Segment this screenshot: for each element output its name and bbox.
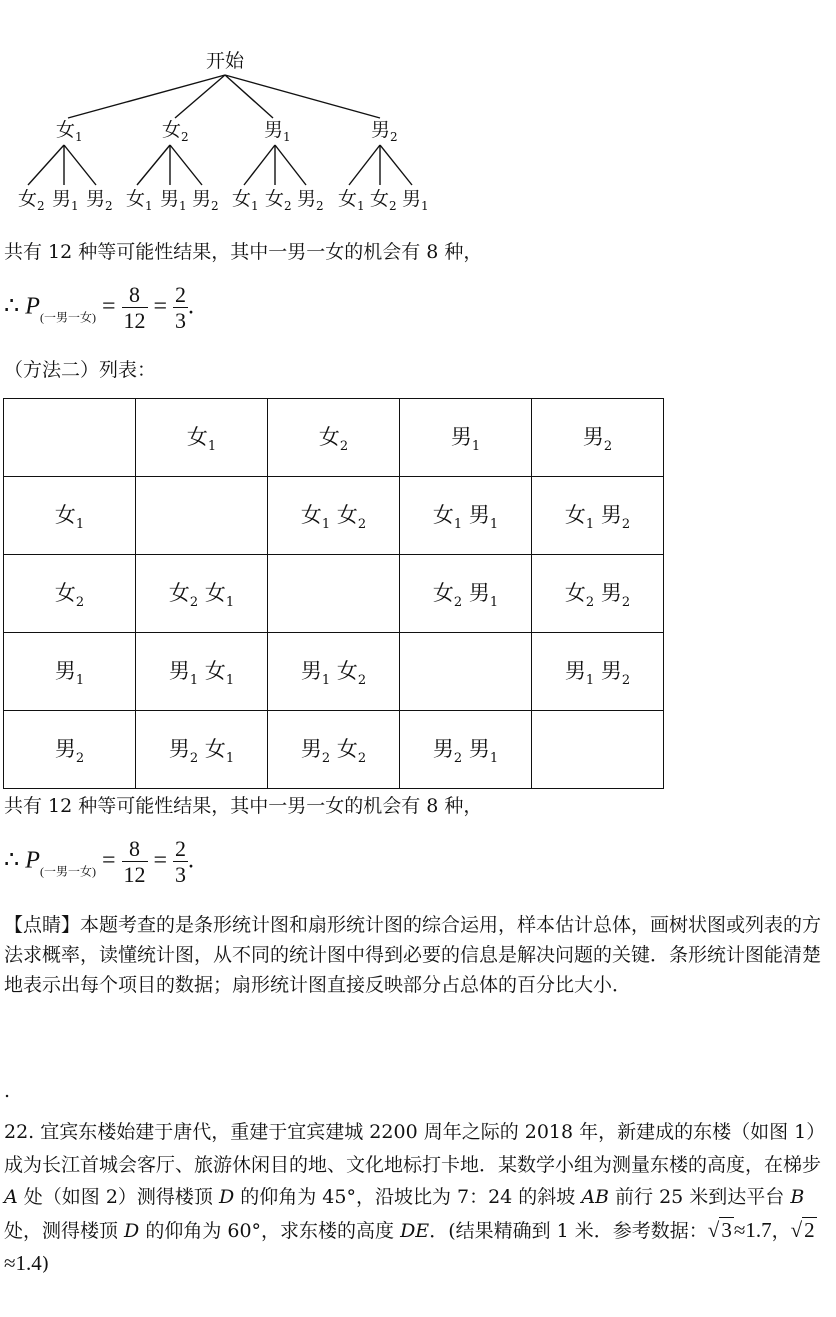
probability-formula-1: ∴ $P_{(一男一女)}$ = $\frac{8}{12}$ = $\frac{2}{3}$ . xyxy=(4,282,195,334)
tree-leaf: 女$_1$ xyxy=(338,188,365,213)
table-cell: 女$_1$ 男$_1$ xyxy=(400,477,532,555)
comment-tag: 【点睛】 xyxy=(4,914,81,936)
table-cell: 男$_1$ xyxy=(4,633,136,711)
result-text-1: 共有 12 种等可能性结果，其中一男一女的机会有 8 种， xyxy=(4,241,483,263)
problem-number: 22. xyxy=(4,1121,35,1143)
table-cell: 女$_2$ 男$_1$ xyxy=(400,555,532,633)
method2-label: （方法二）列表： xyxy=(4,359,157,381)
tree-root: 开始 xyxy=(206,50,245,72)
tree-level1-node: 女$_1$ xyxy=(56,119,83,144)
result-text-2: 共有 12 种等可能性结果，其中一男一女的机会有 8 种， xyxy=(4,795,483,817)
outcome-table xyxy=(3,398,664,789)
table-cell: 男$_1$ 女$_2$ xyxy=(268,633,400,711)
tree-leaf: 女$_2$ xyxy=(265,188,292,213)
tree-leaf: 女$_2$ xyxy=(370,188,397,213)
table-cell xyxy=(268,555,400,633)
tree-level1-node: 男$_1$ xyxy=(264,119,291,144)
table-cell: 女$_2$ 男$_2$ xyxy=(532,555,664,633)
tree-leaf: 男$_2$ xyxy=(192,188,219,213)
table-cell: 女$_1$ xyxy=(136,399,268,477)
table-cell xyxy=(532,711,664,789)
comment-text: 本题考查的是条形统计图和扇形统计图的综合运用，样本估计总体，画树状图或列表的方法求概率，读懂统计图，从不同的统计图中得到必要的信息是解决问题的关键．条形统计图能清楚地表示出每个项目的数据；扇形统计图直接反映部分占总体的百分比大小． xyxy=(4,914,822,996)
table-cell: 女$_2$ xyxy=(4,555,136,633)
table-cell: 女$_1$ xyxy=(4,477,136,555)
problem-22: 22. 宜宾东楼始建于唐代，重建于宜宾建城 2200 周年之际的 2018 年，新建成的东楼（如图 1）成为长江首城会客厅、旅游休闲目的地、文化地标打卡地．某数学小组为测量东楼的高度，在梯步 A 处（如图 2）测得楼顶 D 的仰角为 45°，沿坡比为 7：24 的斜坡 AB 前行 25 米到达平台 B 处，测得楼顶 D 的仰角为 60°，求东楼的高度 DE．(结果精确到 1 米．参考数据：√3≈1.7，√2≈1.4) xyxy=(4,1121,826,1275)
tree-leaf: 男$_2$ xyxy=(297,188,324,213)
dot-line: . xyxy=(4,1080,11,1102)
table-cell xyxy=(4,399,136,477)
tree-leaf: 男$_2$ xyxy=(86,188,113,213)
table-row xyxy=(4,633,664,711)
tree-level1-node: 男$_2$ xyxy=(371,119,398,144)
table-cell: 男$_2$ 女$_2$ xyxy=(268,711,400,789)
table-cell xyxy=(136,477,268,555)
table-cell: 女$_2$ 女$_1$ xyxy=(136,555,268,633)
table-cell: 女$_2$ xyxy=(268,399,400,477)
table-cell: 男$_2$ xyxy=(4,711,136,789)
tree-leaf: 女$_1$ xyxy=(232,188,259,213)
table-cell: 男$_2$ xyxy=(532,399,664,477)
table-row xyxy=(4,711,664,789)
table-cell xyxy=(400,633,532,711)
tree-leaf: 男$_1$ xyxy=(160,188,187,213)
tree-leaf: 男$_1$ xyxy=(402,188,429,213)
tree-level1-node: 女$_2$ xyxy=(162,119,189,144)
tree-leaf: 女$_2$ xyxy=(18,188,45,213)
table-cell: 男$_1$ xyxy=(400,399,532,477)
table-row xyxy=(4,477,664,555)
table-row xyxy=(4,555,664,633)
probability-formula-2: ∴ $P_{(一男一女)}$ = $\frac{8}{12}$ = $\frac{2}{3}$ . xyxy=(4,836,195,888)
table-header-row xyxy=(4,399,664,477)
table-cell: 男$_1$ 男$_2$ xyxy=(532,633,664,711)
table-cell: 女$_1$ 男$_2$ xyxy=(532,477,664,555)
table-cell: 男$_2$ 男$_1$ xyxy=(400,711,532,789)
tree-leaf: 女$_1$ xyxy=(126,188,153,213)
tree-leaf: 男$_1$ xyxy=(52,188,79,213)
table-cell: 女$_1$ 女$_2$ xyxy=(268,477,400,555)
comment-paragraph xyxy=(4,910,832,1000)
table-cell: 男$_1$ 女$_1$ xyxy=(136,633,268,711)
table-cell: 男$_2$ 女$_1$ xyxy=(136,711,268,789)
